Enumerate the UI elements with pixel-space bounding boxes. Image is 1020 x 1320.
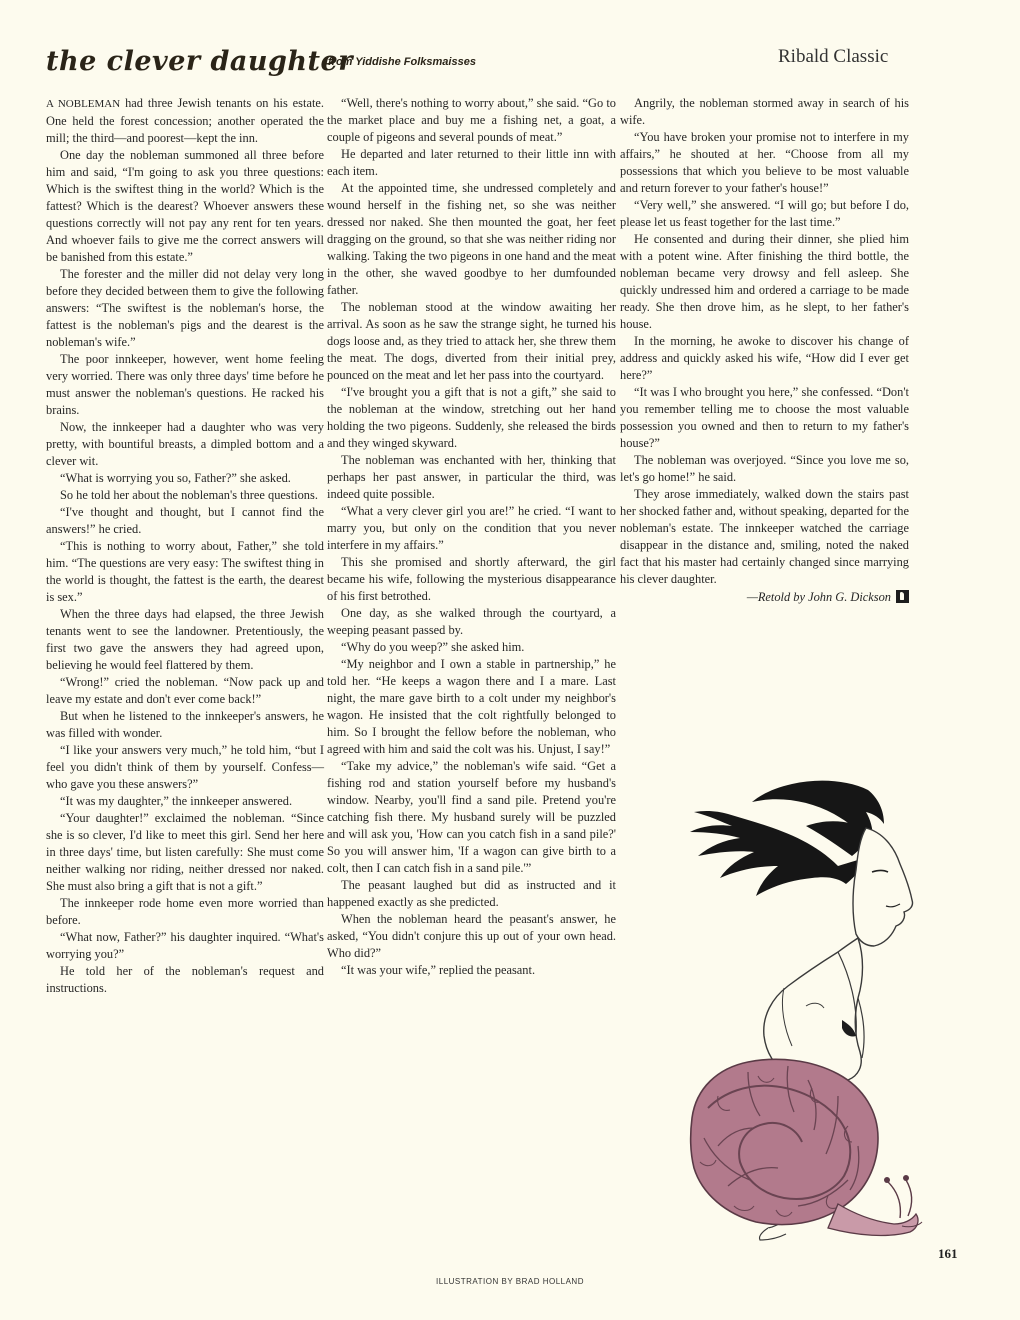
paragraph: “Wrong!” cried the nobleman. “Now pack up and leave my estate and don't ever come back!” (46, 675, 324, 706)
paragraph: The poor innkeeper, however, went home feeling very worried. There was only three days' time before he must answer the nobleman's questions. He racked his brains. (46, 352, 324, 417)
byline (620, 589, 909, 606)
paragraph: “What is worrying you so, Father?” she asked. (60, 471, 291, 485)
paragraph: When the nobleman heard the peasant's answer, he asked, “You didn't conjure this up out of your own head. Who did?” (327, 912, 616, 960)
paragraph: One day, as she walked through the courtyard, a weeping peasant passed by. (327, 606, 616, 637)
woman-riding-snail-illustration (688, 766, 924, 1270)
paragraph: “It was your wife,” replied the peasant. (341, 963, 536, 977)
story-title: the clever daughter (46, 46, 353, 77)
paragraph: Angrily, the nobleman stormed away in search of his wife. (620, 96, 909, 127)
paragraph: So he told her about the nobleman's three questions. (60, 488, 318, 502)
text-column-2 (327, 95, 616, 979)
paragraph: This she promised and shortly afterward, the girl became his wife, following the mysterious disappearance of his first betrothed. (327, 555, 616, 603)
paragraph: Now, the innkeeper had a daughter who was very pretty, with bountiful breasts, a dimpled bottom and a clever wit. (46, 420, 324, 468)
paragraph: The nobleman was overjoyed. “Since you love me so, let's go home!” he said. (620, 453, 909, 484)
face-outline (853, 828, 913, 946)
paragraph: “I've brought you a gift that is not a gift,” she said to the nobleman at the window, stretching out her hand holding the two pigeons. Suddenly, she released the birds and they winged skyward. (327, 385, 616, 450)
paragraph: “Why do you weep?” she asked him. (341, 640, 525, 654)
paragraph: “What now, Father?” his daughter inquired. “What's worrying you?” (46, 930, 324, 961)
paragraph: “Well, there's nothing to worry about,” she said. “Go to the market place and buy me a fishing net, a goat, a couple of pigeons and several pounds of meat.” (327, 96, 616, 144)
paragraph: “It was my daughter,” the innkeeper answered. (60, 794, 293, 808)
paragraph: “I've thought and thought, but I cannot find the answers!” he cried. (46, 505, 324, 536)
paragraph: “I like your answers very much,” he told him, “but I feel you didn't think of them by yourself. Confess—who gave you these answers?” (46, 743, 324, 791)
paragraph: The innkeeper rode home even more worried than before. (46, 896, 324, 927)
illustration-credit: ILLUSTRATION BY BRAD HOLLAND (436, 1277, 584, 1286)
paragraph: “My neighbor and I own a stable in partnership,” he told her. “He keeps a wagon there and I a mare. Last night, the mare gave birth to a colt under my neighbor's wagon. He insisted that the colt rightfully belonged to him. So I brought the fellow before the nobleman, who agreed with him and said the colt was his. Unjust, I say!” (327, 657, 616, 756)
story-source: from Yiddishe Folksmaisses (328, 56, 476, 68)
paragraph: The forester and the miller did not delay very long before they decided between them to give the following answers: “The swiftest is the nobleman's horse, the fattest is the nobleman's pigs and the dearest is the nobleman's wife.” (46, 267, 324, 349)
paragraph: But when he listened to the innkeeper's answers, he was filled with wonder. (46, 709, 324, 740)
paragraph: The peasant laughed but did as instructed and it happened exactly as she predicted. (327, 878, 616, 909)
paragraph: “Take my advice,” the nobleman's wife said. “Get a fishing rod and station yourself before my husband's window. Nearby, you'll find a sand pile. Pretend you're catching fish there. My husband surely will be puzzled and will ask you, 'How can you catch fish in a sand pile?' So you will answer him, 'If a wagon can give birth to a colt, then I can catch fish in a sand pile.'” (327, 759, 616, 875)
paragraph: He told her of the nobleman's request and instructions. (46, 964, 324, 995)
paragraph: The nobleman was enchanted with her, thinking that perhaps her past answer, in particular the third, was indeed quite possible. (327, 453, 616, 501)
paragraph: When the three days had elapsed, the three Jewish tenants went to see the landowner. Pretentiously, the first two gave the answers they had agreed upon, believing he would feel flattered by them. (46, 607, 324, 672)
text-column-1 (46, 95, 324, 997)
section-heading: Ribald Classic (778, 46, 889, 67)
paragraph: The nobleman stood at the window awaiting her arrival. As soon as he saw the strange sight, he turned his dogs loose and, as they tried to attack her, she threw them the meat. The dogs, diverted from their initial prey, pounced on the meat and let her pass into the courtyard. (327, 300, 616, 382)
paragraph: At the appointed time, she undressed completely and wound herself in the fishing net, so she was neither dressed nor naked. She then mounted the goat, her feet dragging on the ground, so that she was neither riding nor walking. Taking the two pigeons in one hand and the meat in the other, she waved goodbye to her dumfounded father. (327, 181, 616, 297)
paragraph: “You have broken your promise not to interfere in my affairs,” he shouted at her. “Choose from all my possessions that which you believe to be most valuable and return forever to your father's house!” (620, 130, 909, 195)
paragraph: One day the nobleman summoned all three before him and said, “I'm going to ask you three questions: Which is the swiftest thing in the world? Which is the fattest? Which is the dearest? Whoever answers these questions correctly will not pay any rent for ten years. And whoever fails to give me the correct answers will be banished from this estate.” (46, 148, 324, 264)
paragraph: He departed and later returned to their little inn with each item. (327, 147, 616, 178)
snail-body-drawing (828, 1204, 918, 1235)
paragraph: In the morning, he awoke to discover his change of address and quickly asked his wife, “How did I ever get here?” (620, 334, 909, 382)
page-number: 161 (938, 1246, 958, 1261)
paragraph: “It was I who brought you here,” she confessed. “Don't you remember telling me to choose the most valuable possession you owned and then to return to my father's house?” (620, 385, 909, 450)
paragraph: “What a very clever girl you are!” he cried. “I want to marry you, but only on the condition that you never interfere in my affairs.” (327, 504, 616, 552)
bunny-logo-icon (896, 590, 909, 603)
paragraph: He consented and during their dinner, she plied him with a potent wine. After finishing the third bottle, the nobleman became very drowsy and fell asleep. She quickly undressed him and ordered a carriage to be made ready. She then drove him, as he slept, to her father's house. (620, 232, 909, 331)
paragraph: “Your daughter!” exclaimed the nobleman. “Since she is so clever, I'd like to meet this girl. Send her here in three days' time, but listen carefully: She must come neither walking nor riding, neither dressed nor naked. She must also bring a gift that is not a gift.” (46, 811, 324, 893)
paragraph: “This is nothing to worry about, Father,” she told him. “The questions are very easy: The swiftest thing in the world is thought, the fattest is the earth, the dearest is sex.” (46, 539, 324, 604)
paragraph: “Very well,” she answered. “I will go; but before I do, please let us feast together for the last time.” (620, 198, 909, 229)
drop-lead-word: A NOBLEMAN (46, 98, 121, 110)
text-column-3 (620, 95, 909, 606)
byline-text: —Retold by John G. Dickson (746, 590, 891, 604)
paragraph-text: had three Jewish tenants on his estate. One held the forest concession; another operated the mill; the third—and poorest—kept the inn. (46, 96, 324, 145)
paragraph: They arose immediately, walked down the stairs past her shocked father and, without speaking, departed for the nobleman's estate. The innkeeper watched the carriage disappear in the distance and, smiling, noted the naked fact that his master had certainly changed since marrying his clever daughter. (620, 487, 909, 586)
paragraph (46, 95, 324, 147)
snail-shell-drawing (691, 1059, 878, 1224)
